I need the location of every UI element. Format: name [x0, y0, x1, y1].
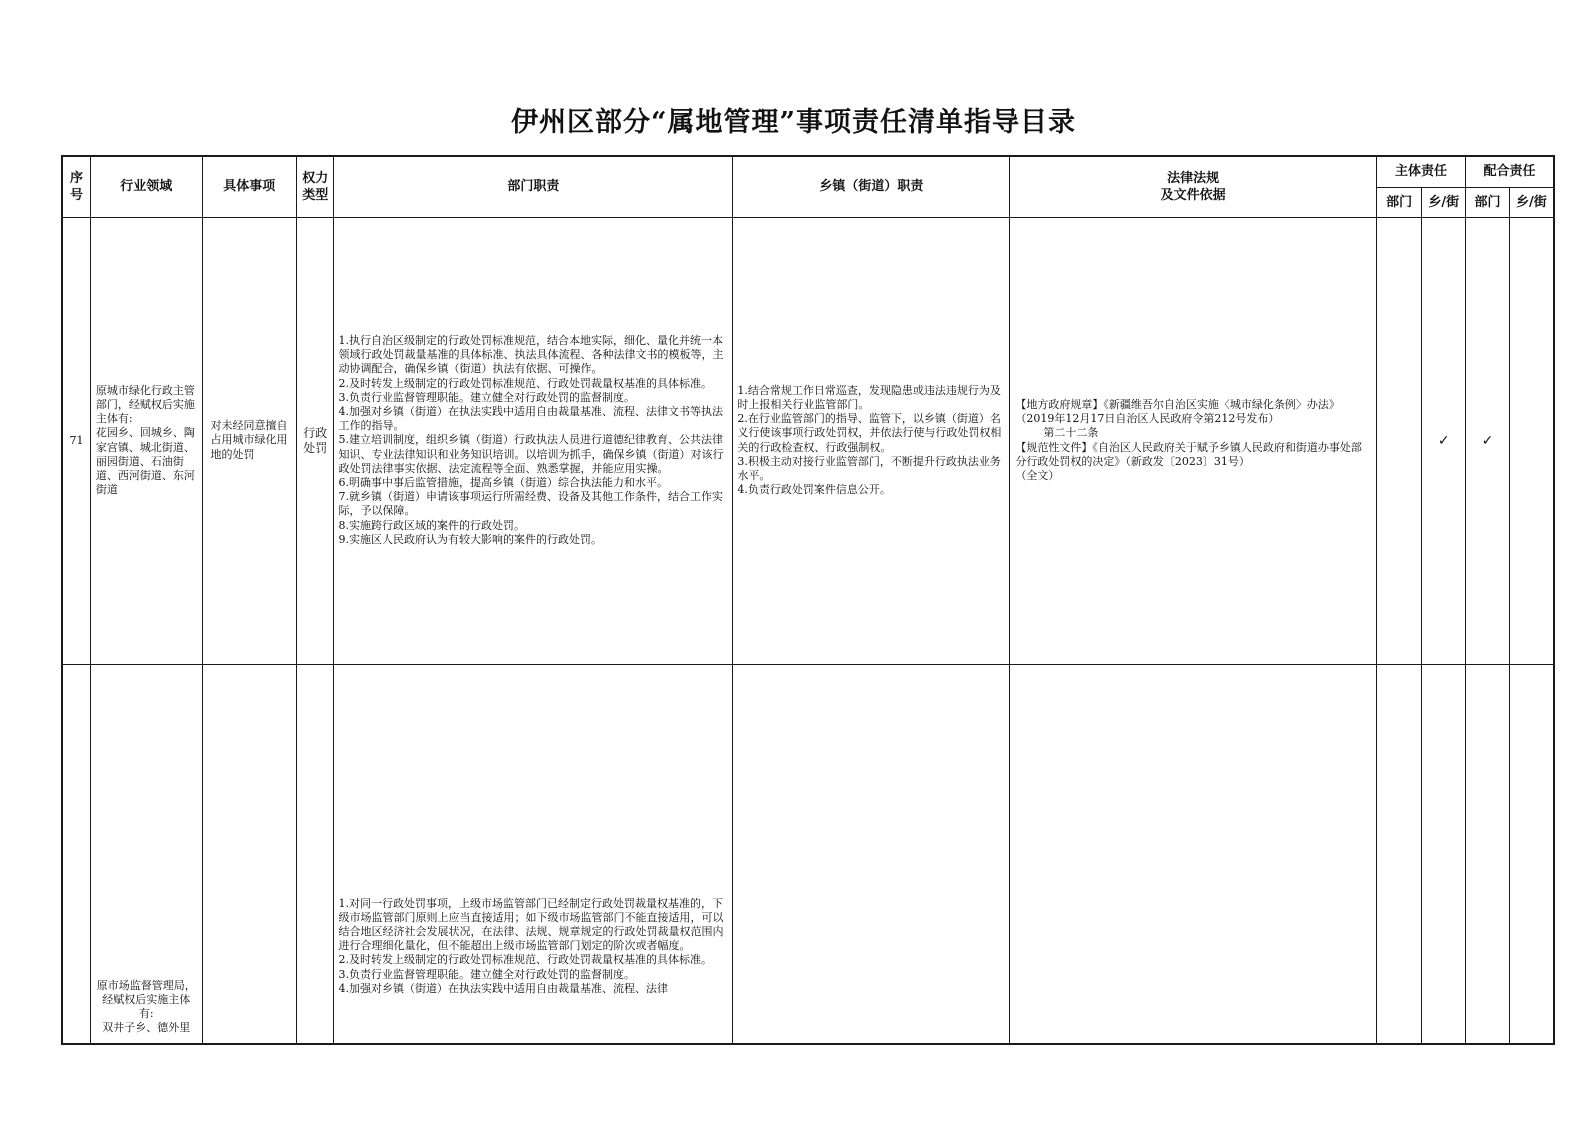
row-dept-duty [334, 217, 733, 664]
header-row [62, 156, 1554, 187]
row-seq [62, 664, 90, 1044]
header-main-township: 乡/街 [1422, 187, 1466, 217]
row-legal-basis [1010, 217, 1376, 664]
row-township-duty [733, 664, 1010, 1044]
row-township-duty-text: 1.结合常规工作日常巡查，发现隐患或违法违规行为及时上报相关行业监管部门。 2.在行业监管部门的指导、监管下，以乡镇（街道）名义行使该事项行政处罚权，并依法行使与行政处罚权相关的行政检查权、行政强制权。 3.积极主动对接行业监管部门，不断提升行政执法业务水平。 4.负责行政处罚案件信息公开。 [737, 383, 1002, 497]
header-main-responsibility: 主体责任 [1376, 156, 1465, 187]
header-coop-dept: 部门 [1466, 187, 1510, 217]
row-power-type [296, 217, 334, 664]
header-township-duty: 乡镇（街道）职责 [733, 156, 1010, 217]
header-power-type: 权力类型 [296, 156, 334, 217]
row-main-township [1422, 664, 1466, 1044]
row-township-duty [733, 217, 1010, 664]
table-row [62, 664, 1554, 1044]
row-legal-basis-text: 【地方政府规章】《新疆维吾尔自治区实施〈城市绿化条例〉办法》（2019年12月17日自治区人民政府令第212号发布） 第二十二条 【规范性文件】《自治区人民政府关于赋予乡镇人民政府和街道办事处部分行政处罚权的决定》（新政发〔2023〕31号） （全文） [1015, 397, 1362, 482]
table-row [62, 217, 1554, 664]
row-coop-township [1509, 217, 1554, 664]
row-industry [90, 664, 202, 1044]
row-main-dept [1376, 217, 1422, 664]
header-main-dept: 部门 [1376, 187, 1422, 217]
check-icon: ✓ [1466, 217, 1510, 664]
row-industry-text: 原市场监督管理局，经赋权后实施主体有: 双井子乡、德外里 [96, 978, 196, 1035]
row-coop-dept [1466, 664, 1510, 1044]
page-title: 伊州区部分“属地管理”事项责任清单指导目录 [510, 107, 1077, 138]
row-industry [90, 217, 202, 664]
header-coop-township: 乡/街 [1509, 187, 1554, 217]
row-seq: 71 [62, 217, 90, 664]
row-item-text: 对未经同意擅自占用城市绿化用地的处罚 [210, 419, 288, 461]
responsibility-table [61, 155, 1555, 1045]
header-seq: 序号 [62, 156, 90, 217]
row-dept-duty [334, 664, 733, 1044]
row-legal-basis [1010, 664, 1376, 1044]
row-dept-duty-text: 1.执行自治区级制定的行政处罚标准规范，结合本地实际，细化、量化并统一本领域行政处罚裁量基准的具体标准、执法具体流程、各种法律文书的模板等，主动协调配合，确保乡镇（街道）执法有依据、可操作。 2.及时转发上级制定的行政处罚标准规范、行政处罚裁量权基准的具体标准。 3.负责行业监督管理职能。建立健全对行政处罚的监督制度。 4.加强对乡镇（街道）在执法实践中适用自由裁量基准、流程、法律文书等执法工作的指导。 5.建立培训制度，组织乡镇（街道）行政执法人员进行道德纪律教育、公共法律知识、专业法律知识和业务知识培训。以培训为抓手，确保乡镇（街道）对该行政处罚法律事实依据、法定流程等全面、熟悉掌握，并能应用实操。 6.明确事中事后监管措施，提高乡镇（街道）综合执法能力和水平。 7.就乡镇（街道）申请该事项运行所需经费、设备及其他工作条件，结合工作实际，予以保障。 8.实施跨行政区域的案件的行政处罚。 9.实施区人民政府认为有较大影响的案件的行政处罚。 [338, 333, 724, 546]
header-coop-responsibility: 配合责任 [1466, 156, 1554, 187]
row-main-dept [1376, 664, 1422, 1044]
row-dept-duty-text: 1.对同一行政处罚事项，上级市场监管部门已经制定行政处罚裁量权基准的，下级市场监管部门原则上应当直接适用；如下级市场监管部门不能直接适用，可以结合地区经济社会发展状况，在法律、法规、规章规定的行政处罚裁量权范围内进行合理细化量化，但不能超出上级市场监管部门划定的阶次或者幅度。 2.及时转发上级制定的行政处罚标准规范、行政处罚裁量权基准的具体标准。 3.负责行业监督管理职能。建立健全对行政处罚的监督制度。 4.加强对乡镇（街道）在执法实践中适用自由裁量基准、流程、法律 [338, 896, 724, 995]
row-industry-text: 原城市绿化行政主管部门，经赋权后实施主体有: 花园乡、回城乡、陶家宫镇、城北街道、丽园街道、石油街道、西河街道、东河街道 [95, 383, 195, 497]
header-dept-duty: 部门职责 [334, 156, 733, 217]
row-power-type-text: 行政处罚 [303, 426, 328, 455]
row-item [202, 664, 296, 1044]
row-power-type [296, 664, 334, 1044]
header-legal-basis: 法律法规 及文件依据 [1010, 156, 1376, 217]
row-item [202, 217, 296, 664]
check-icon: ✓ [1422, 217, 1466, 664]
header-item: 具体事项 [202, 156, 296, 217]
header-industry: 行业领域 [90, 156, 202, 217]
row-coop-township [1509, 664, 1554, 1044]
